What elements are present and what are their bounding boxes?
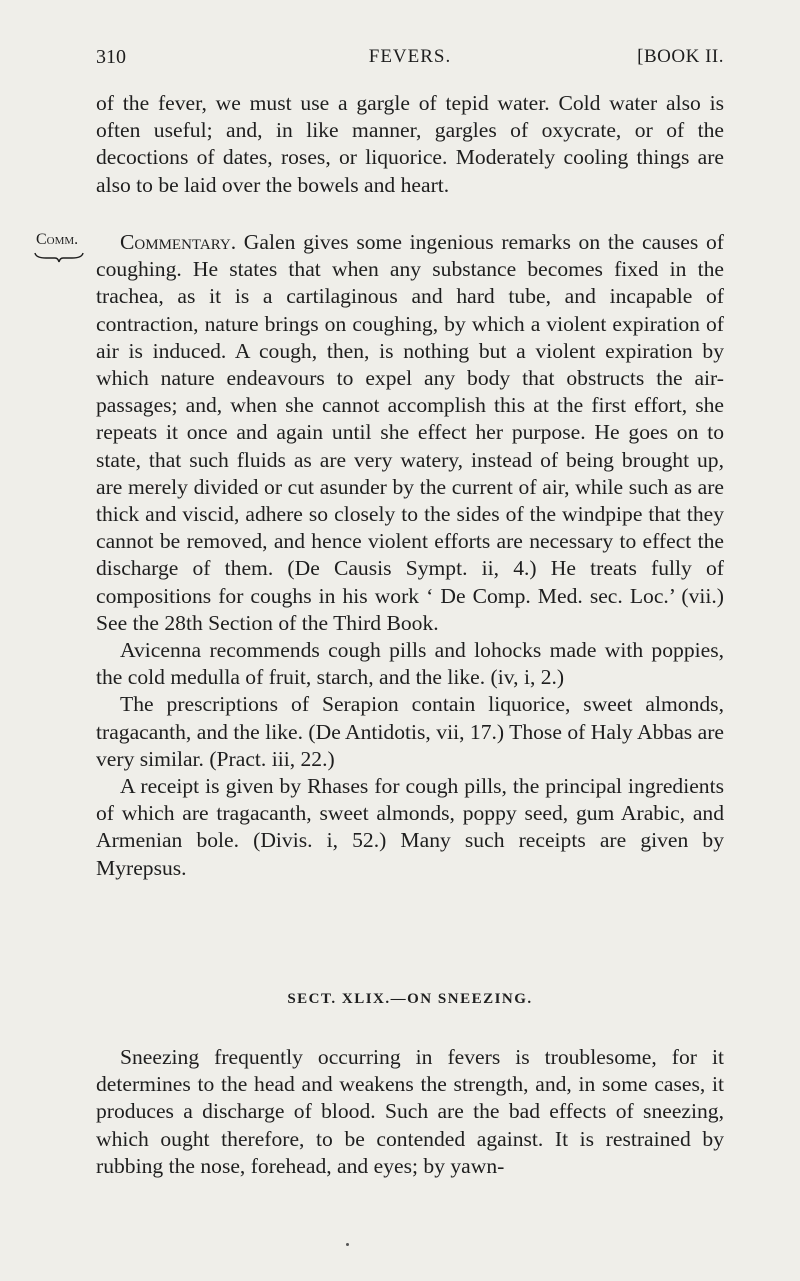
- margin-note-comm: Comm.: [36, 231, 79, 248]
- text-block-sneezing: [96, 1044, 724, 1180]
- paragraph-commentary: [96, 229, 724, 637]
- paragraph-rhases: A receipt is given by Rhases for cough pills, the principal ingredients of which are tragacanth, sweet almonds, poppy seed, gum Arabic, and Armenian bole. (Divis. i, 52.) Many such receipts are given by Myrepsus.: [96, 774, 724, 880]
- running-header: [96, 46, 724, 74]
- paragraph-avicenna: Avicenna recommends cough pills and lohocks made with poppies, the cold medulla of fruit, starch, and the like. (iv, i, 2.): [96, 638, 724, 690]
- paper-speck: [346, 1243, 349, 1246]
- page-number: 310: [96, 46, 126, 68]
- margin-brace-icon: [34, 251, 84, 263]
- paragraph-fever-gargle: of the fever, we must use a gargle of tepid water. Cold water also is often useful; and, in like manner, gargles of oxycrate, or of the decoctions of dates, roses, or liquorice. Moderately cooling things are also to be laid over the bowels and heart.: [96, 91, 724, 197]
- commentary-text: Galen gives some ingenious remarks on the causes of coughing. He states that when any substance becomes fixed in the trachea, as it is a cartilaginous and hard tube, and incapable of contraction, nature brings on coughing, by which a violent expiration of air is induced. A cough, then, is nothing but a violent expiration by which nature endeavours to expel any body that obstructs the air-passages; and, when she cannot accomplish this at the first effort, she repeats it once and again until she effect her purpose. He goes on to state, that such fluids as are very watery, instead of being brought up, are merely divided or cut asunder by the current of air, while such as are thick and viscid, adhere so closely to the sides of the windpipe that they cannot be removed, and hence violent efforts are necessary to effect the discharge of them. (De Causis Sympt. ii, 4.) He treats fully of compositions for coughs in his work ‘ De Comp. Med. sec. Loc.’ (vii.) See the 28th Section of the Third Book.: [96, 230, 724, 635]
- paragraph-serapion: The prescriptions of Serapion contain liquorice, sweet almonds, tragacanth, and the like. (De Antidotis, vii, 17.) Those of Haly Abbas are very similar. (Pract. iii, 22.): [96, 692, 724, 771]
- commentary-label: Commentary.: [120, 230, 237, 254]
- running-title: FEVERS.: [368, 46, 452, 67]
- section-heading: SECT. XLIX.—ON SNEEZING.: [287, 991, 533, 1007]
- book-label: [BOOK II.: [637, 46, 724, 67]
- paragraph-sneezing: Sneezing frequently occurring in fevers is troublesome, for it determines to the head and weakens the strength, and, in some cases, it produces a discharge of blood. Such are the bad effects of sneezing, which ought therefore, to be contended against. It is restrained by rubbing the nose, forehead, and eyes; by yawn-: [96, 1045, 724, 1178]
- text-block-top: [96, 90, 724, 199]
- text-block-commentary: [96, 229, 724, 882]
